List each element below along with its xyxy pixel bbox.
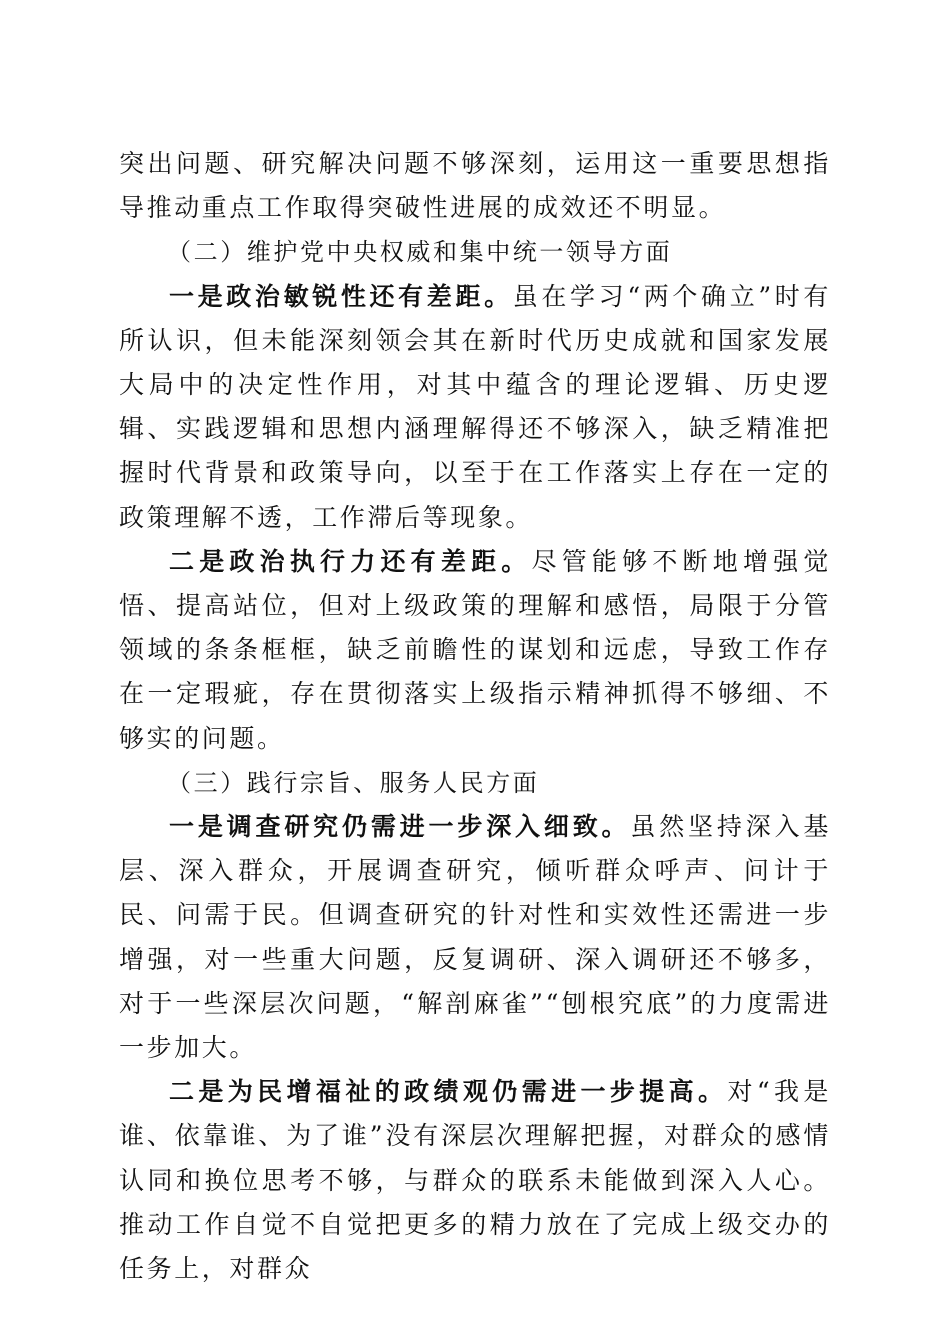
section-heading-2 xyxy=(119,230,831,274)
item-lead: 一是政治敏锐性还有差距。 xyxy=(169,281,513,311)
item-text: 虽在学习“两个确立”时有所认识，但未能深刻领会其在新时代历史成就和国家发展大局中的决定性作用，对其中蕴含的理论逻辑、历史逻辑、实践逻辑和思想内涵理解得还不够深入，缺乏精准把握时代背景和政策导向，以至于在工作落实上存在一定的政策理解不透，工作滞后等现象。 xyxy=(119,281,832,532)
item-text: 尽管能够不断地增强觉悟、提高站位，但对上级政策的理解和感悟，局限于分管领域的条条框框，缺乏前瞻性的谋划和远虑，导致工作存在一定瑕疵，存在贯彻落实上级指示精神抓得不够细、不够实的问题。 xyxy=(119,546,831,753)
item-lead: 二是政治执行力还有差距。 xyxy=(169,546,532,576)
section-heading-3 xyxy=(119,761,831,805)
item-paragraph xyxy=(119,1070,831,1291)
heading-text: （二）维护党中央权威和集中统一领导方面 xyxy=(167,238,673,267)
item-lead: 一是调查研究仍需进一步深入细致。 xyxy=(169,812,631,842)
paragraph-text: 突出问题、研究解决问题不够深刻，运用这一重要思想指导推动重点工作取得突破性进展的成效还不明显。 xyxy=(119,149,831,223)
item-paragraph xyxy=(119,805,831,1070)
item-text: 虽然坚持深入基层、深入群众，开展调查研究，倾听群众呼声、问计于民、问需于民。但调查研究的针对性和实效性还需进一步增强，对一些重大问题，反复调研、深入调研还不够多，对于一些深层次问题，“解剖麻雀”“刨根究底”的力度需进一步加大。 xyxy=(119,812,831,1063)
document-body xyxy=(119,142,831,1291)
item-text: 对“我是谁、依靠谁、为了谁”没有深层次理解把握，对群众的感情认同和换位思考不够，与群众的联系未能做到深入人心。推动工作自觉不自觉把更多的精力放在了完成上级交办的任务上，对群众 xyxy=(119,1077,831,1284)
heading-text: （三）践行宗旨、服务人民方面 xyxy=(167,768,540,797)
item-paragraph xyxy=(119,275,831,540)
item-lead: 二是为民增福祉的政绩观仍需进一步提高。 xyxy=(169,1077,728,1107)
item-paragraph xyxy=(119,540,831,761)
continuation-paragraph xyxy=(119,142,831,230)
